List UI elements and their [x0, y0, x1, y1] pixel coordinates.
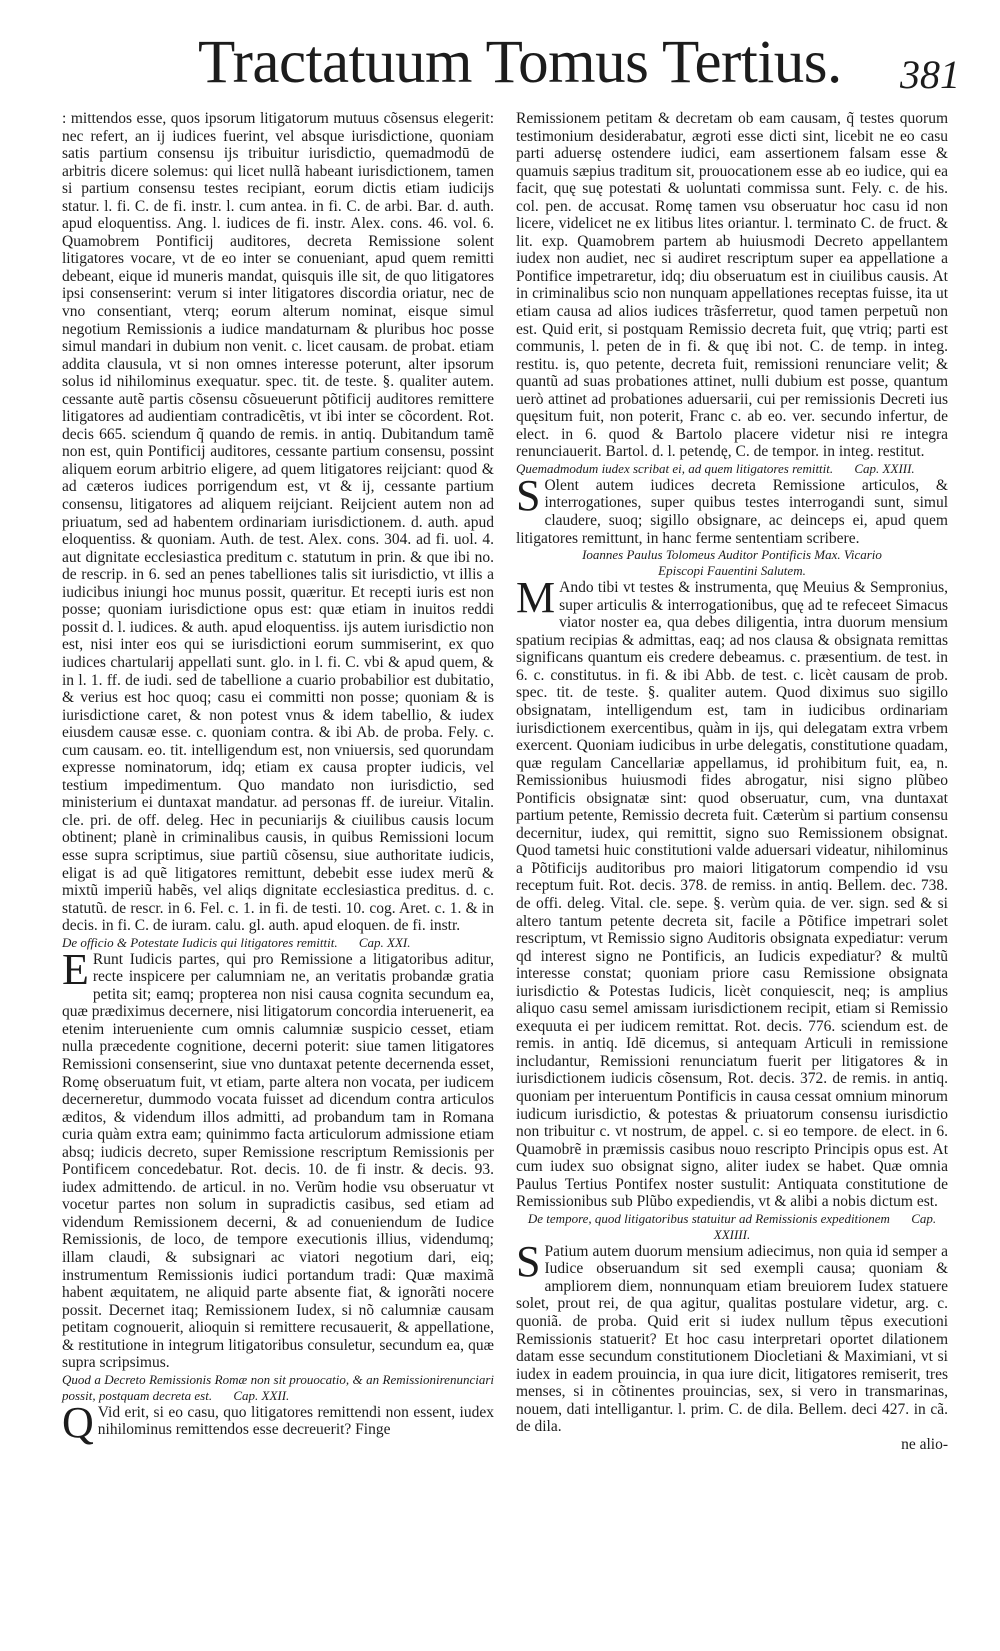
running-title: Tractatuum Tomus Tertius. [198, 29, 842, 96]
drop-cap: S [516, 1236, 541, 1286]
chapter-title: Quod a Decreto Remissionis Romæ non sit prouocatio, & an Remissionirenunciari possit, postquam decreta est. [62, 1371, 494, 1403]
paragraph-text: Runt Iudicis partes, qui pro Remissione a litigatoribus aditur, recte inspicere per calumniam ne, an veritatis probandæ gratia petita sit; eamq; propterea non nisi causa cognita secundum ea, quæ prædiximus decernere, nisi litigatorum concordia interuenerit, ea etenim interueniente cum omnis calumniæ suspicio cesset, etiam nulla præcedente cognitione, decerni poterit: siue tamen litigatores Remissioni consenserint, siue vno duntaxat petente decernenda esset, Romę obseruatum fuit, vt etiam, parte altera non vocata, per iudicem decerneretur, dummodo vocata fuisset ad dicendum contra articulos æditos, & videndum illos admitti, ad probandum tam in Romana curia quàm extra eam; quinimmo facta articulorum admissione etiam absq; iudicis decreto, super Remissione rescriptum Remissionis per Pontificem concedebatur. Rot. decis. 10. de fi instr. & decis. 93. iudex admittendo. de articul. in no. Verũm hodie vsu obseruatur vt vocetur partes non solum in supradictis casibus, sed etiam ad videndum Remissionem decerni, & ad conueniendum de Iudice Remissionis, de loco, de tempore executionis illius, videndumq; illam claudi, & subsignari ac viatori negotium dari, eiq; instrumentum Remissionis iudici portandum tradi: Quæ maximã habent æquitatem, ne aliquid parte absente fiat, & ignorãti nocere possit. Decernet itaq; Remissionem Iudex, si nõ calumniæ causam petitam cognouerit, alioquin si remittere recusauerit, & appellatione, & restitutione in integrum litigatoribus consuletur, secundum ea, quæ supra scripsimus. [62, 950, 494, 1372]
chapter-heading [516, 1211, 948, 1243]
chapter-title: De officio & Potestate Iudicis qui litigatores remittit. [62, 934, 338, 950]
paragraph [62, 1397, 494, 1447]
chapter-heading [62, 935, 494, 951]
epistle-heading: Episcopi Fauentini Salutem. [658, 563, 806, 579]
chapter-number: Cap. XXIII. [854, 460, 915, 476]
paragraph-text: Ando tibi vt testes & instrumenta, quę Meuius & Sempronius, super articulis & interrogationibus, quę ad te refeceet Simacus viator noster ea, qua debes diligentia, intra duorum mensium spatium recipias & admittas, eaq; ad nos clausa & obsignata remittas significans quantum eis credere debeamus. c. præsentium. de test. in 6. c. constitutus. in fi. & ibi Abb. de test. c. licèt causam de prob. spec. tit. de teste. §. qualiter autem. Quod diximus suo sigillo obsignatam, intelligendum est, tam in iudicibus ordinariam iurisdictionem exercentibus, quàm in ijs, qui delegatam extra vrbem exercent. Quoniam iudicibus in urbe delegatis, constitutione quadam, quæ regulam Cancellariæ appellamus, id prohibitum fuit, ea, n. Remissionibus huiusmodi fides abrogatur, nisi signo plũbeo Pontificis obsignatæ sint: quod obseruatur, cum, vna duntaxat partium petente, Remissio decreta fuit. Cæterùm si partium consensu decernitur, iudex, qui remittit, signo suo Remissionem obsignat. Quod tametsi huic constitutioni valde aduersari videatur, nihilominus a Põtificijs auditoribus pro maiori litigatorum compendio id vsu receptum fuit. Rot. decis. 378. de remiss. in antiq. Bellem. dec. 738. de offi. deleg. Vital. cle. sepe. §. verùm quia. de ver. sign. sed & si altero tantum petente decreta sit, facile a Põtifice impetrari solet rescriptum, vt Remissio signo Auditoris obsignata expediatur: verum qd interest signo ne Pontificis, an Iudicis expediatur? & multũ interesse constat; quoniam priore casu Remissione obsignata iurisdictio & Potestas Iudicis, licèt conquiescit, neq; is amplius aliquo casu semel amissam iurisdictionem recipit, etiam si Remissio exequuta ei per iudicem remittat. Rot. decis. 776. sciendum est. de remis. in antiq. Idē dicemus, si antequam Articuli in remissione includantur, Remissioni renunciatum fuerit per litigatores & in iurisdictionem iudicis cõsensum, Rot. decis. 372. de remis. in antiq. quoniam per interuentum Pontificis in causa cessat omnium minorum iudicum iurisdictio, & potestas & priuatorum consensu iurisdictio non tribuitur c. vt nostrum, de appel. c. si eo tempore. de elect. in 6. Quamobrẽ in præmissis casibus nouo rescripto Principis opus est. At cum iudex suo obsignat signo, aliter iudex se habet. Quæ omnia Paulus Tertius Pontifex noster sustulit: Antiquata constitutione de Remissionibus sub Plũbo expediendis, vt & alibi a nobis dictum est. [516, 579, 948, 1211]
paragraph-text: Olent autem iudices decreta Remissione articulos, & interrogationes, super quibus testes interrogandi sunt, simul claudere, suoq; sigillo obsignare, ac deinceps ei, apud quem litigatores remittunt, in hanc ferme sententiam scribere. [516, 476, 948, 547]
paragraph [516, 573, 948, 1211]
drop-cap: Q [62, 1397, 94, 1447]
paragraph [62, 944, 494, 1372]
chapter-number: Cap. XXIIII. [713, 1210, 937, 1242]
chapter-title: Quemadmodum iudex scribat ei, ad quem litigatores remittit. [516, 460, 834, 476]
drop-cap: M [516, 573, 556, 623]
paragraph: : mittendos esse, quos ipsorum litigatorum mutuus cõsensus elegerit: nec refert, an ij iudices fuerint, vel absque iurisdictione, quoniam satis partium consensu ijs tribuitur iurisdictio, quemadmodū de arbitris dicere solemus: qui licet nullã habeant iurisdictionem, tamen si partium consensu testes recipiant, eorum dictis etiam iudicijs statur. l. fi. C. de fi. instr. l. cum antea. in fi. C. de arbi. Bar. d. auth. apud eloquentiss. Ang. l. iudices de fi. instr. Alex. cons. 46. vol. 6. Quamobrem Pontificij auditores, decreta Remissione solent litigatores vocare, vt de eo inter se conueniant, apud quem remitti debeant, eique id muneris mandat, quisquis ille sit, de quo litigatores ipsi consenserint: verum si inter litigatores discordia oriatur, nec de vno consentiant, vterq; eorum alterum nominat, eisque simul negotium Remissionis a iudice mandaturnam & pluribus hoc posse simul mandari in dubium non venit. c. licet causam. de probat. etiam addita clausula, vt si non omnes interesse poterunt, alter ipsorum solus id nihilominus exequatur. spec. tit. de teste. §. qualiter autem. cessante autẽ partis cõsensu cõsueuerunt põtificij auditores remittere litigatores ad audientiam contradicẽtis, vt ibi inter se cõcordent. Rot. decis 665. sciendum q̃ quando de remis. in antiq. Dubitandum tamẽ non est, quin Pontificij auditores, cessante partium consensu, possint aliquem eorum arbitrio eligere, ad quem litigatores reijciant: quod & ad cæteros iudices porrigendum est, vt & ij, cessante partium consensu, litigatores ad aliquem reijciant. Reijcient autem non ad priuatum, sed ad habentem ordinariam iurisdictionem. d. auth. apud eloquentiss. & quoniam. Auth. de test. Alex. cons. 304. ad fi. uol. 4. aut dignitate ecclesiastica preditum c. statutum in prin. & que ibi no. de rescrip. in 6. sed an penes tabelliones talis sit iurisdictio, vt illis a iudicibus iniungi hoc munus possit, quæritur. Et recepti iuris est non posse; quoniam iurisdictione opus est: quæ etiam in inuitos reddi possit d. l. iudices. & auth. apud eloquentiss. ijs autem iurisdictio non est, nisi inter eos qui se iurisdictioni eorum summiserint, ex quo iudices chartularij appellati sunt. glo. in l. fi. C. vbi & apud quem, & in l. 1. ff. de iudi. sed de tabellione a cuario probabilior est dubitatio, & verius est hoc quoq; casu ei committi non posse; quoniam & is iurisdictione caret, & non potest vnus & idem tabellio, & iudex eiusdem causæ esse. c. quoniam contra. & ibi Ab. de proba. Fely. c. cum causam. eo. tit. intelligendum est, non vniuersis, sed quorundam expresse nominatorum, idq; etiam ex causa propter iudicis, vel testium impedimentum. Quo mandato non iurisdictio, sed ministerium ei duntaxat mandatur. ad personas ff. de iureiur. Vitalin. cle. pri. de off. deleg. Hec in pecuniarijs & ciuilibus causis locum obtinent; planè in criminalibus causis, in quibus Remissioni locum esse supra scriptimus, siue partiũ cõsensu, siue authoritate iudicis, eligat is ad quẽ litigatores remittunt, debebit esse iudex merũ & mixtũ imperiũ habẽs, vel aliqs dignitate ecclesiastica preditus. d. c. statutũ. de rescr. in 6. Fel. c. 1. in fi. de testi. 10. cog. Aret. c. 1. & in decis. in fi. C. de iuram. calu. gl. auth. apud eloquen. de fi. instr. [62, 110, 494, 935]
left-column [62, 110, 494, 1447]
chapter-heading [516, 461, 948, 477]
right-column [516, 110, 948, 1453]
paragraph-text: Patium autem duorum mensium adiecimus, non quia id semper a Iudice obseruandum sit sed exempli causa; quoniam & ampliorem diem, nonnunquam etiam breuiorem Iudex statuere solet, prout rei, de qua agitur, qualitas postulare videtur, arg. c. quoniã. de proba. Quid erit si iudex nullum tẽpus executioni Remissionis statuerit? Et hoc casu interpretari oportet dilationem datam esse secundum constitutionem Diocletiani & Maximiani, vt si iudex in eadem prouincia, in qua iure dicit, litigatores remiserit, tres menses, si in cõtinentes prouincias, sex, si vero in transmarinas, nouem, dati intelligantur. l. prim. C. de dila. Bellem. deci 427. in cã. de dila. [516, 1242, 948, 1436]
chapter-heading [62, 1372, 494, 1404]
page-number: 381 [900, 52, 960, 97]
drop-cap: S [516, 470, 541, 520]
chapter-title: De tempore, quod litigatoribus statuitur ad Remissionis expeditionem [527, 1210, 890, 1226]
paragraph: Remissionem petitam & decretam ob eam causam, q̃ testes quorum testimonium desiderabatur, ægroti esse dicti sint, licebit ne eo casu parti aduersę ostendere iudici, eam assertionem falsam esse & quamuis sæpius traditum sit, prouocationem esse ab eo iudice, qui ea facit, quę suę potestati & uoluntati commissa sunt. Fely. c. de his. col. pen. de accusat. Romę tamen vsu obseruatur hoc casu id non licere, videlicet ne ex litibus lites oriantur. l. terminato C. de fruct. & lit. exp. Quamobrem partem ab huiusmodi Decreto appellantem iudex non audiet, nec si audiret rescriptum super ea appellatione a Pontifice impetraretur, idq; diu obseruatum est in ciuilibus causis. At in criminalibus scio non nunquam appellationes receptas fuisse, ita ut etiam causa ad alios iudices trãsferretur, quod tamen perpetuũ non est. Quid erit, si postquam Remissio decreta fuit, quę vtriq; parti est communis, l. peten de in fi. & quę ibi not. C. de temp. in integ. restitu. is, quo petente, decreta fuit, remissioni renunciare velit; & quantũ ad suas probationes attinet, nulli dubium est posse, quantum uerò attinet ad probationes aduersarii, cui per remissionis Decreti ius quęsitum fuit, non poterit, Franc c. ab eo. ver. secundo infertur, de elect. in 6. quod & Bartolo placere videtur nisi re integra renunciauerit. Bartol. d. l. petendę, C. de tempor. in integ. restitut. [516, 110, 948, 461]
chapter-number: Cap. XXI. [358, 934, 411, 950]
drop-cap: E [62, 944, 89, 994]
paragraph [516, 470, 948, 547]
epistle-heading: Ioannes Paulus Tolomeus Auditor Pontificis Max. Vicario [582, 547, 882, 563]
chapter-number: Cap. XXII. [233, 1387, 290, 1403]
catchword: ne alio- [901, 1435, 948, 1453]
paragraph-text: Vid erit, si eo casu, quo litigatores remittendi non essent, iudex nihilominus remittendos esse decreuerit? Finge [97, 1403, 494, 1439]
paragraph [516, 1236, 948, 1436]
